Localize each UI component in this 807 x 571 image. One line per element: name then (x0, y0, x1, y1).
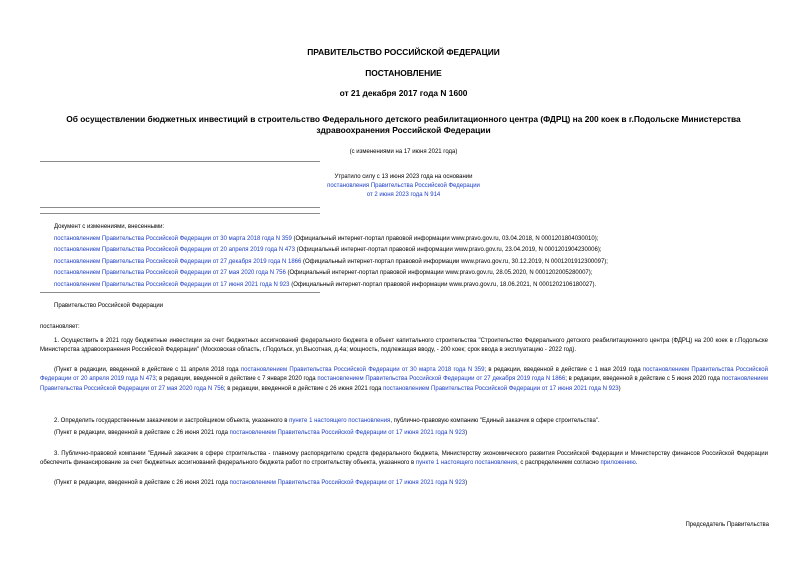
divider-bottom (40, 292, 320, 293)
paragraph-1-link[interactable]: пункте 1 настоящего постановления (289, 418, 391, 424)
document-title: Об осуществлении бюджетных инвестиций в строительство Федерального детского реабилитационного центра (ФДРЦ) на 200 коек в г.Подольске Министерства здравоохранения Российской Федерации (66, 114, 741, 135)
government-label: Правительство Российской Федерации (54, 303, 164, 309)
government-heading: ПРАВИТЕЛЬСТВО РОССИЙСКОЙ ФЕДЕРАЦИИ (307, 47, 500, 57)
lost-force-link-2[interactable]: от 2 июня 2023 года N 914 (366, 192, 441, 198)
paragraph-3: 3. Публично-правовой компании "Единый заказчик в сфере строительства - главному распорядителю средств федерального бюджета, Министерству экономического развития Российской Федерации и Министерству финансов Российской Федерации обеспечить финансирование за счет бюджетных ассигнований федерального бюджета работ по строительству объекта, указанного в пункте 1 настоящего постановления, с распределением согласно приложению. (40, 451, 768, 467)
list-item: постановлением Правительства Российской Федерации от 20 апреля 2019 года N 473 (Официальный интернет-портал правовой информации www.pravo.gov.ru, 23.04.2019, N 0001201904230006); (54, 247, 602, 253)
amendment-link[interactable]: постановлением Правительства Российской Федерации от 27 мая 2020 года N 756 (54, 270, 286, 276)
divider-mid-2 (40, 213, 320, 214)
paragraph-3-note: (Пункт в редакции, введенной в действие с 26 июня 2021 года постановлением Правительства Российской Федерации от 17 июня 2021 года N 923) (54, 480, 468, 486)
paragraph-2: 2. Определить государственным заказчиком и застройщиком объекта, указанного в пункте 1 настоящего постановления, публично-правовую компанию "Единый заказчик в сфере строительства". (54, 418, 600, 424)
changes-note: (с изменениями на 17 июня 2021 года) (349, 149, 458, 155)
amendment-link[interactable]: постановлением Правительства Российской Федерации от 17 июня 2021 года N 923 (383, 385, 619, 392)
divider-mid-1 (40, 207, 320, 208)
decrees-label: постановляет: (40, 324, 80, 330)
list-item: постановлением Правительства Российской Федерации от 30 марта 2018 года N 359 (Официальный интернет-портал правовой информации www.pravo.gov.ru, 03.04.2018, N 0001201804030010); (54, 235, 599, 242)
changes-list (54, 223, 774, 292)
amendment-link[interactable]: постановлением Правительства Российской Федерации от 30 марта 2018 года N 359 (54, 235, 292, 242)
lost-force-text: Утратило силу с 13 июня 2023 года на основании (334, 174, 473, 180)
list-item: постановлением Правительства Российской Федерации от 27 декабря 2019 года N 1866 (Официальный интернет-портал правовой информации www.pravo.gov.ru, 30.12.2019, N 0001201912300097); (54, 258, 608, 265)
paragraph-1: 1. Осуществить в 2021 году бюджетные инвестиции за счет бюджетных ассигнований федерального бюджета в объект капитального строительства "Строительство Федерального детского реабилитационного центра (ФДРЦ) на 200 коек в г.Подольске Министерства здравоохранения Российской Федерации" (Московская область, г.Подольск, ул.Высотная, д.4а; мощность, подлежащая вводу, - 200 коек; срок ввода в эксплуатацию - 2022 год). (40, 338, 768, 354)
amendment-link[interactable]: постановлением Правительства Российской Федерации от 27 декабря 2019 года N 1866 (54, 258, 302, 265)
doc-type-heading: ПОСТАНОВЛЕНИЕ (365, 68, 442, 78)
paragraph-2-note: (Пункт в редакции, введенной в действие с 26 июня 2021 года постановлением Правительства Российской Федерации от 17 июня 2021 года N 923) (54, 430, 468, 436)
appendix-link[interactable]: приложению (600, 460, 636, 467)
amendment-link[interactable]: постановлением Правительства Российской Федерации от 20 апреля 2019 года N 473 (40, 367, 768, 383)
list-item: постановлением Правительства Российской Федерации от 27 мая 2020 года N 756 (Официальный интернет-портал правовой информации www.pravo.gov.ru, 28.05.2020, N 0001202005280007); (54, 270, 593, 276)
date-number-heading: от 21 декабря 2017 года N 1600 (339, 88, 468, 98)
lost-force-link-1[interactable]: постановления Правительства Российской Федерации (327, 183, 480, 189)
amendment-link[interactable]: постановлением Правительства Российской Федерации от 20 апреля 2019 года N 473 (54, 247, 295, 253)
lost-force-notice (290, 173, 517, 200)
amendment-link[interactable]: постановлением Правительства Российской Федерации от 17 июня 2021 года N 923 (54, 281, 290, 288)
amendment-link[interactable]: постановлением Правительства Российской Федерации от 27 декабря 2019 года N 1866 (317, 376, 566, 383)
divider-top (40, 161, 320, 162)
paragraph-1-link[interactable]: пункте 1 настоящего постановления (415, 460, 518, 467)
list-item: постановлением Правительства Российской Федерации от 17 июня 2021 года N 923 (Официальный интернет-портал правовой информации www.pravo.gov.ru, 18.06.2021, N 0001202106180027). (54, 281, 597, 288)
amendment-link[interactable]: постановлением Правительства Российской Федерации от 30 марта 2018 года N 359 (240, 367, 485, 373)
paragraph-1-note: (Пункт в редакции, введенной в действие с 11 апреля 2018 года постановлением Правительства Российской Федерации от 30 марта 2018 года N 359; в редакции, введенной в действие с 1 мая 2019 года постановлением Правительства Российской Федерации от 20 апреля 2019 года N 473; в редакции, введенной в действие с 7 января 2020 года постановлением Правительства Российской Федерации от 27 декабря 2019 года N 1866; в редакции, введенной в действие с 5 июня 2020 года постановлением Правительства Российской Федерации от 27 мая 2020 года N 756; в редакции, введенной в действие с 26 июня 2021 года постановлением Правительства Российской Федерации от 17 июня 2021 года N 923) (40, 367, 768, 392)
amendment-link[interactable]: постановлением Правительства Российской Федерации от 17 июня 2021 года N 923 (229, 480, 466, 486)
amendment-link[interactable]: постановлением Правительства Российской Федерации от 17 июня 2021 года N 923 (229, 430, 466, 436)
changes-list-intro: Документ с изменениями, внесенными: (54, 224, 165, 230)
signature: Председатель Правительства (685, 522, 769, 528)
amendment-link[interactable]: постановлением Правительства Российской Федерации от 27 мая 2020 года N 756 (40, 376, 768, 392)
